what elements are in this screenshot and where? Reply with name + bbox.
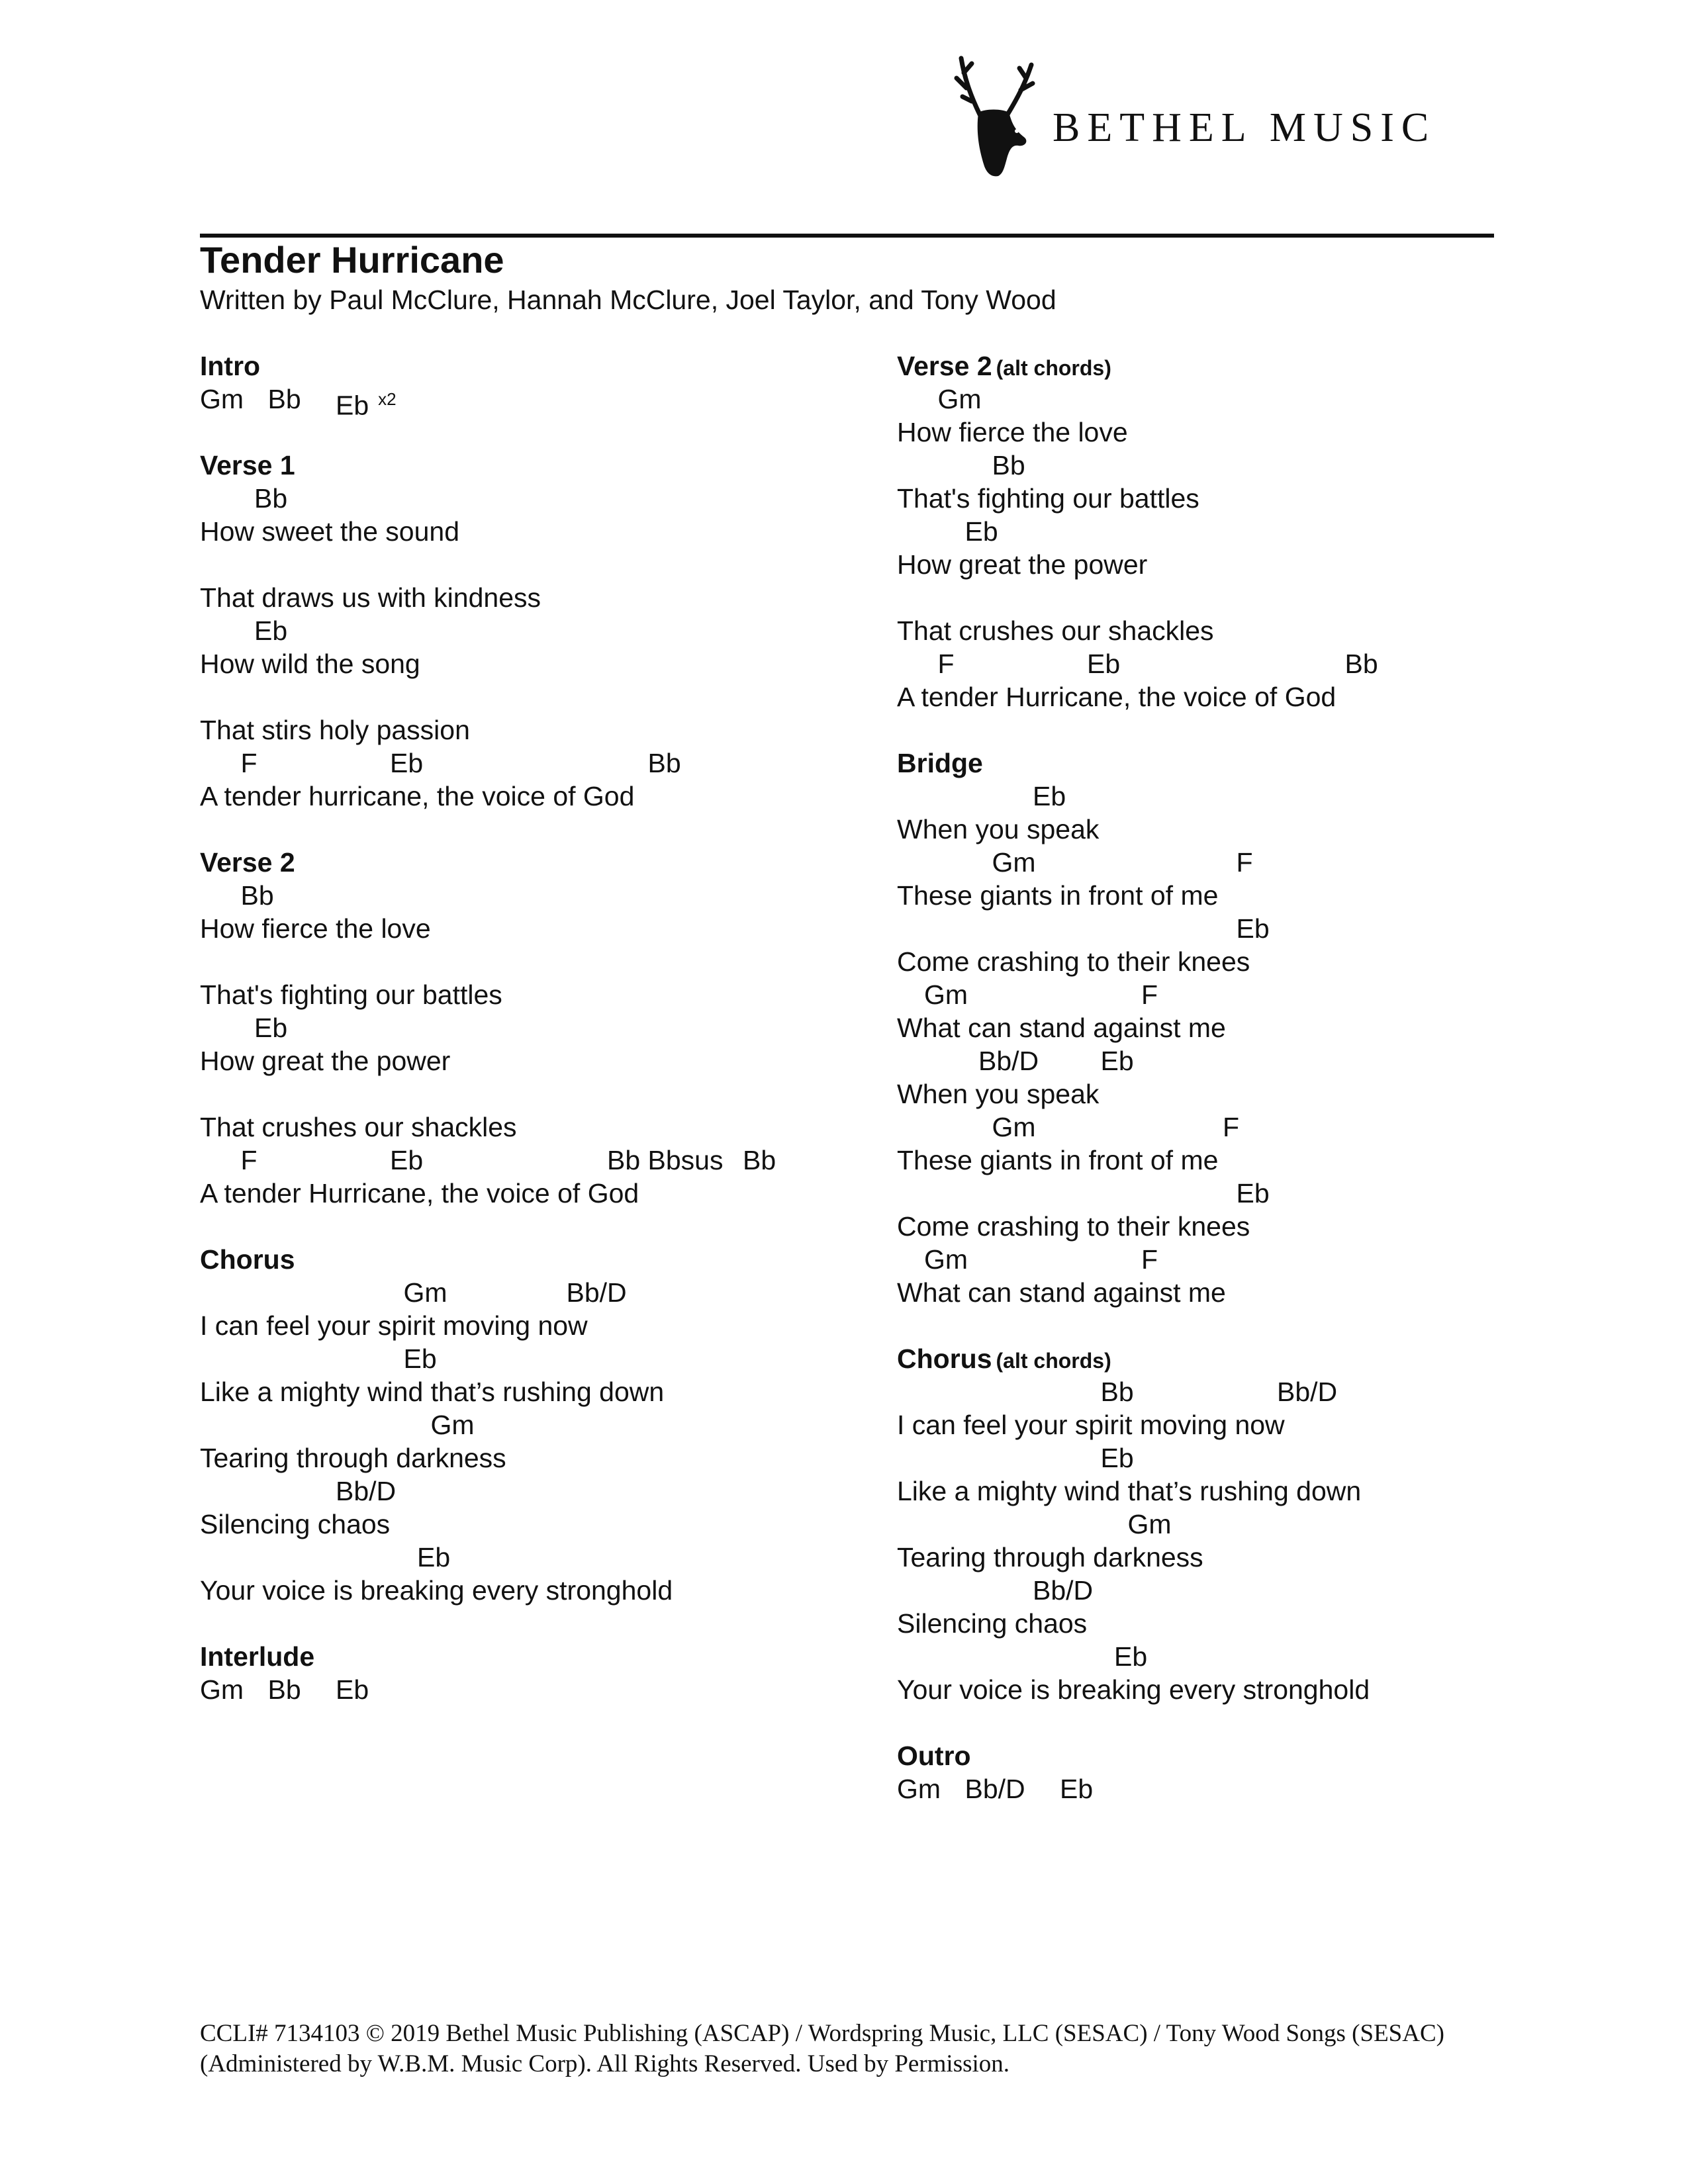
chord: Gm (430, 1410, 475, 1440)
lyric-line: How fierce the love (897, 417, 1128, 447)
chord-line (897, 383, 1572, 416)
song-section (200, 1640, 875, 1706)
chord-line (897, 780, 1572, 813)
blank-line (897, 581, 1572, 614)
chord-line (897, 846, 1572, 879)
section-heading: Chorus (200, 1244, 295, 1275)
chord: Bb/D (566, 1277, 627, 1308)
chord-line (200, 1541, 875, 1574)
lyric-line: I can feel your spirit moving now (200, 1310, 588, 1341)
chord: Eb (1100, 1443, 1134, 1473)
chord-line (897, 647, 1572, 680)
chord: F (1141, 979, 1158, 1010)
section-heading: Verse 2 (200, 847, 295, 878)
lyric-line: A tender Hurricane, the voice of God (897, 682, 1336, 712)
chord: Bb/D (978, 1046, 1039, 1076)
lyric-line: How wild the song (200, 649, 420, 679)
chord: Gm (897, 1774, 941, 1804)
chord-line (897, 1177, 1572, 1210)
chord-line (897, 1441, 1572, 1475)
chord: Bb (267, 384, 301, 414)
lyric-line: Like a mighty wind that’s rushing down (897, 1476, 1362, 1506)
copyright-footer: CCLI# 7134103 © 2019 Bethel Music Publishing (ASCAP) / Wordspring Music, LLC (SESAC) / Tony Wood Songs (SESAC) (Administered by W.B.M. Music Corp). All Rights Reserved. Used by Permission. (200, 2020, 1444, 2077)
lyric-line: When you speak (897, 1079, 1100, 1109)
lyric-line: Tearing through darkness (897, 1542, 1203, 1572)
chord-line (897, 1574, 1572, 1607)
lyric-line: Your voice is breaking every stronghold (200, 1575, 673, 1606)
blank-line (200, 680, 875, 713)
chord-line (200, 383, 875, 421)
section-heading: Chorus (alt chords) (897, 1343, 1111, 1374)
section-heading: Interlude (200, 1641, 315, 1672)
chord: Bb (647, 748, 681, 778)
chord: Bb/D (336, 1476, 397, 1506)
chord-line (200, 1011, 875, 1044)
chord: Eb (1114, 1641, 1148, 1672)
chord: Bb (743, 1145, 776, 1175)
song-section (200, 349, 875, 421)
lyric-line: What can stand against me (897, 1277, 1226, 1308)
chord-line (897, 912, 1572, 945)
chord: Eb (1060, 1774, 1094, 1804)
song-section (897, 349, 1572, 713)
section-note: (alt chords) (996, 1349, 1111, 1373)
chord: Bb/D (1277, 1377, 1338, 1407)
chord: Eb (1087, 649, 1121, 679)
chord-line (897, 1243, 1572, 1276)
lyric-line: That stirs holy passion (200, 715, 470, 745)
chord-line (897, 1640, 1572, 1673)
lyric-line: When you speak (897, 814, 1100, 844)
lyric-line: How fierce the love (200, 913, 431, 944)
song-section (200, 449, 875, 813)
lyric-line: These giants in front of me (897, 1145, 1219, 1175)
chord: Eb $^{x2}$ (336, 389, 397, 421)
chord-line (897, 1772, 1572, 1805)
brand-name: BETHEL MUSIC (1053, 105, 1436, 150)
chord: Eb (1236, 913, 1270, 944)
lyric-line: Your voice is breaking every stronghold (897, 1674, 1370, 1705)
chord: Bb (1100, 1377, 1134, 1407)
chord: Eb (254, 615, 288, 646)
chord-line (200, 1408, 875, 1441)
chord: Bb (607, 1145, 641, 1175)
chord: F (1223, 1112, 1240, 1142)
chord-line (897, 1044, 1572, 1077)
chord-line (200, 879, 875, 912)
chord: Bb (992, 450, 1025, 480)
section-heading: Verse 1 (200, 450, 295, 480)
chord-line (200, 1673, 875, 1706)
chord: Gm (1127, 1509, 1172, 1539)
deer-head-icon (953, 52, 1046, 184)
lyric-line: Silencing chaos (200, 1509, 391, 1539)
chord: F (1141, 1244, 1158, 1275)
chord-line (897, 1111, 1572, 1144)
chord: Bb (1344, 649, 1378, 679)
lyric-line: That draws us with kindness (200, 582, 541, 613)
lyric-line: That crushes our shackles (200, 1112, 517, 1142)
chord: Eb (390, 748, 424, 778)
chord: Bbsus (647, 1145, 724, 1175)
chord-line (897, 449, 1572, 482)
chord-line (200, 1144, 875, 1177)
chord-line (897, 978, 1572, 1011)
chord-line (897, 515, 1572, 548)
section-heading: Bridge (897, 748, 983, 778)
blank-line (200, 548, 875, 581)
chord: Eb (336, 1674, 369, 1705)
chord: Eb (1100, 1046, 1134, 1076)
chord-line (200, 1276, 875, 1309)
lyric-line: Come crashing to their knees (897, 1211, 1250, 1242)
lyric-line: What can stand against me (897, 1013, 1226, 1043)
song-section (897, 1342, 1572, 1706)
chord: Gm (992, 1112, 1036, 1142)
blank-line (200, 945, 875, 978)
blank-line (200, 1077, 875, 1111)
chord: Eb (390, 1145, 424, 1175)
chord: F (240, 1145, 258, 1175)
chord: F (240, 748, 258, 778)
song-section (200, 846, 875, 1210)
chord: Bb (254, 483, 288, 514)
song-section (200, 1243, 875, 1607)
title-divider (200, 234, 1494, 238)
chord-line (200, 1342, 875, 1375)
song-section (897, 747, 1572, 1309)
lyric-line: Silencing chaos (897, 1608, 1088, 1639)
chord: Bb/D (1033, 1575, 1094, 1606)
chord-line (897, 1508, 1572, 1541)
chord: Eb (1033, 781, 1066, 811)
chord: F (1236, 847, 1253, 878)
lyric-line: How sweet the sound (200, 516, 460, 547)
section-note: (alt chords) (996, 356, 1111, 380)
chord: Eb (403, 1343, 437, 1374)
chord: Gm (924, 1244, 968, 1275)
left-column (200, 349, 875, 1739)
chord: Bb (240, 880, 274, 911)
lyric-line: These giants in front of me (897, 880, 1219, 911)
chord: Gm (200, 1674, 244, 1705)
lyric-line: How great the power (200, 1046, 451, 1076)
chord: Gm (937, 384, 982, 414)
chord-line (200, 1475, 875, 1508)
chord: F (937, 649, 955, 679)
chord: Gm (200, 384, 244, 414)
chord: Gm (924, 979, 968, 1010)
chord-line (200, 614, 875, 647)
section-heading: Verse 2 (alt chords) (897, 351, 1111, 381)
lyric-line: That crushes our shackles (897, 615, 1214, 646)
lyric-line: Like a mighty wind that’s rushing down (200, 1377, 665, 1407)
song-section (897, 1739, 1572, 1805)
chord: Bb/D (964, 1774, 1025, 1804)
lyric-line: That's fighting our battles (897, 483, 1199, 514)
chord: Eb (254, 1013, 288, 1043)
chord: Gm (992, 847, 1036, 878)
song-writers: Written by Paul McClure, Hannah McClure, Joel Taylor, and Tony Wood (200, 285, 1056, 315)
lyric-line: Come crashing to their knees (897, 946, 1250, 977)
chord-line (200, 747, 875, 780)
chord: Gm (403, 1277, 447, 1308)
lyric-line: How great the power (897, 549, 1148, 580)
lyric-line: A tender Hurricane, the voice of God (200, 1178, 639, 1208)
lyric-line: I can feel your spirit moving now (897, 1410, 1285, 1440)
chord-line (200, 482, 875, 515)
song-title: Tender Hurricane (200, 239, 504, 281)
chord: Bb (267, 1674, 301, 1705)
repeat-marker: x2 (378, 389, 397, 409)
bethel-music-logo (953, 52, 1483, 184)
chord-line (897, 1375, 1572, 1408)
chord: Eb (1236, 1178, 1270, 1208)
lyric-line: Tearing through darkness (200, 1443, 506, 1473)
lyric-line: That's fighting our battles (200, 979, 502, 1010)
chord: Eb (417, 1542, 451, 1572)
section-heading: Outro (897, 1741, 971, 1771)
chord: Eb (964, 516, 998, 547)
right-column (897, 349, 1572, 1839)
lyric-line: A tender hurricane, the voice of God (200, 781, 635, 811)
section-heading: Intro (200, 351, 261, 381)
